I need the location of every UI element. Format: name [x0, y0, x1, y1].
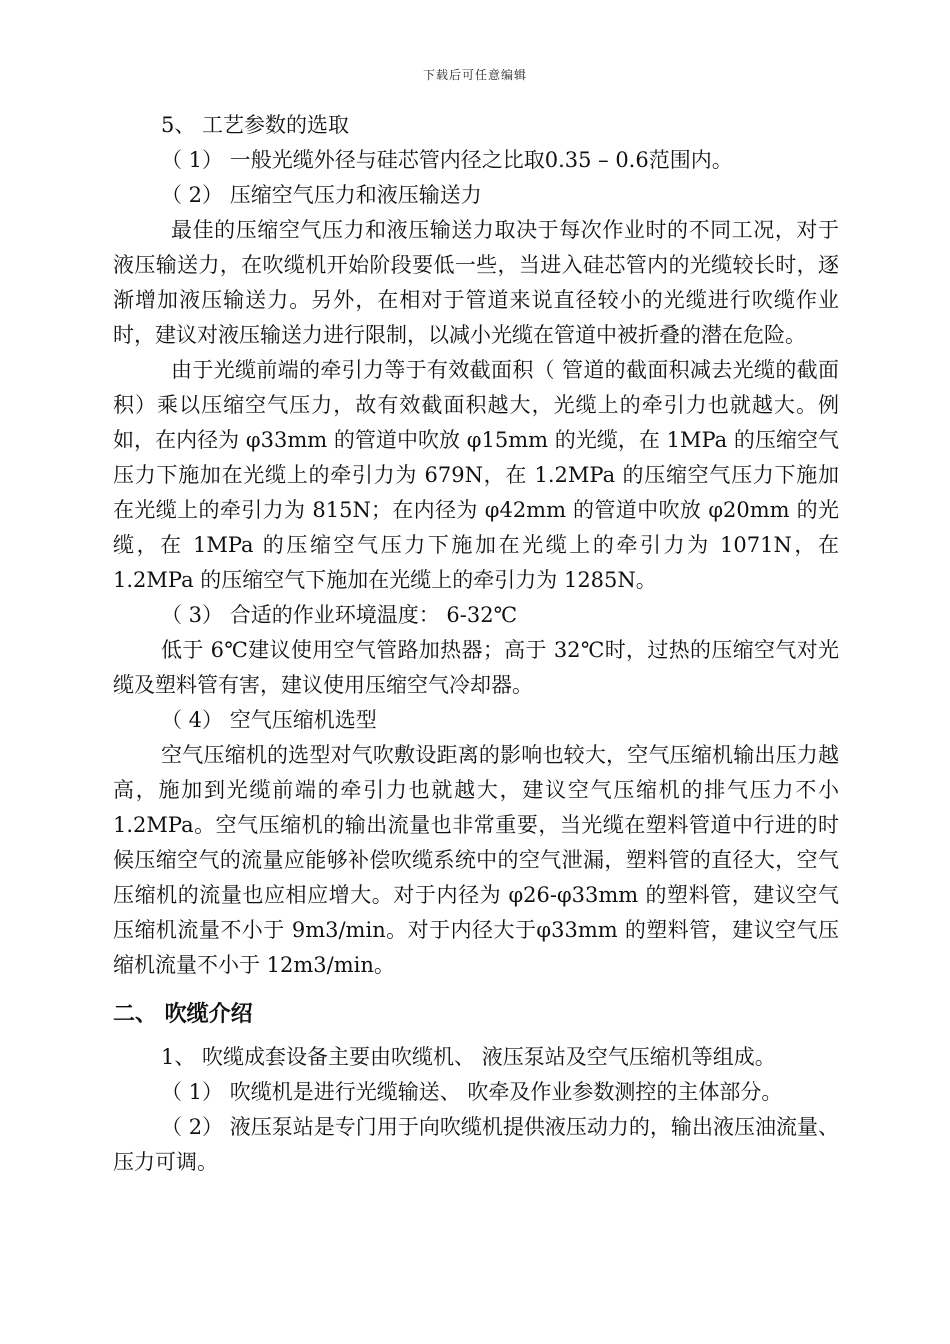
- item-4-title: （ 4） 空气压缩机选型: [161, 708, 377, 732]
- section-2-title: 二、 吹缆介绍: [113, 1002, 253, 1027]
- item-2-title: （ 2） 压缩空气压力和液压输送力: [161, 183, 482, 207]
- page-header: 下载后可任意编辑: [422, 68, 527, 82]
- paragraph-compressor: 空气压缩机的选型对气吹敷设距离的影响也较大，空气压缩机输出压力越高，施加到光缆前端的牵引力也就越大，建议空气压缩机的排气压力不小 1.2MPa。空气压缩机的输出流量也非常重要，当光缆在塑料管道中行进的时候压缩空气的流量应能够补偿吹缆系统中的空气泄漏，塑料管的直径大，空气压缩机的流量也应相应增大。对于内径为 φ26-φ33mm 的塑料管，建议空气压缩机流量不小于 9m3/min。对于内径大于φ33mm 的塑料管，建议空气压缩机流量不小于 12m3/min。: [113, 743, 839, 977]
- document-body: [113, 108, 839, 1180]
- item-3-title: （ 3） 合适的作业环境温度： 6-32℃: [161, 603, 518, 627]
- paragraph-traction-force: 由于光缆前端的牵引力等于有效截面积（ 管道的截面积减去光缆的截面积）乘以压缩空气压力，故有效截面积越大，光缆上的牵引力也就越大。例如，在内径为 φ33mm 的管道中吹放 φ15mm 的光缆，在 1MPa 的压缩空气压力下施加在光缆上的牵引力为 679N，在 1.2MPa 的压缩空气压力下施加在光缆上的牵引力为 815N；在内径为 φ42mm 的管道中吹放 φ20mm 的光缆，在 1MPa 的压缩空气压力下施加在光缆上的牵引力为 1071N，在 1.2MPa 的压缩空气下施加在光缆上的牵引力为 1285N。: [113, 358, 839, 592]
- paragraph-hydraulic-force: 最佳的压缩空气压力和液压输送力取决于每次作业时的不同工况，对于液压输送力，在吹缆机开始阶段要低一些，当进入硅芯管内的光缆较长时，逐渐增加液压输送力。另外，在相对于管道来说直径较小的光缆进行吹缆作业时，建议对液压输送力进行限制，以减小光缆在管道中被折叠的潜在危险。: [113, 218, 839, 347]
- section-2-sub-2: （ 2） 液压泵站是专门用于向吹缆机提供液压动力的，输出液压油流量、 压力可调。: [113, 1115, 839, 1174]
- section-5-title: 5、 工艺参数的选取: [161, 113, 350, 137]
- item-1: （ 1） 一般光缆外径与硅芯管内径之比取0.35 – 0.6范围内。: [161, 148, 733, 172]
- section-2-item-1: 1、 吹缆成套设备主要由吹缆机、 液压泵站及空气压缩机等组成。: [161, 1045, 776, 1069]
- paragraph-temperature: 低于 6℃建议使用空气管路加热器；高于 32℃时，过热的压缩空气对光缆及塑料管有害，建议使用压缩空气冷却器。: [113, 638, 839, 697]
- section-2-sub-1: （ 1） 吹缆机是进行光缆输送、 吹牵及作业参数测控的主体部分。: [161, 1080, 783, 1104]
